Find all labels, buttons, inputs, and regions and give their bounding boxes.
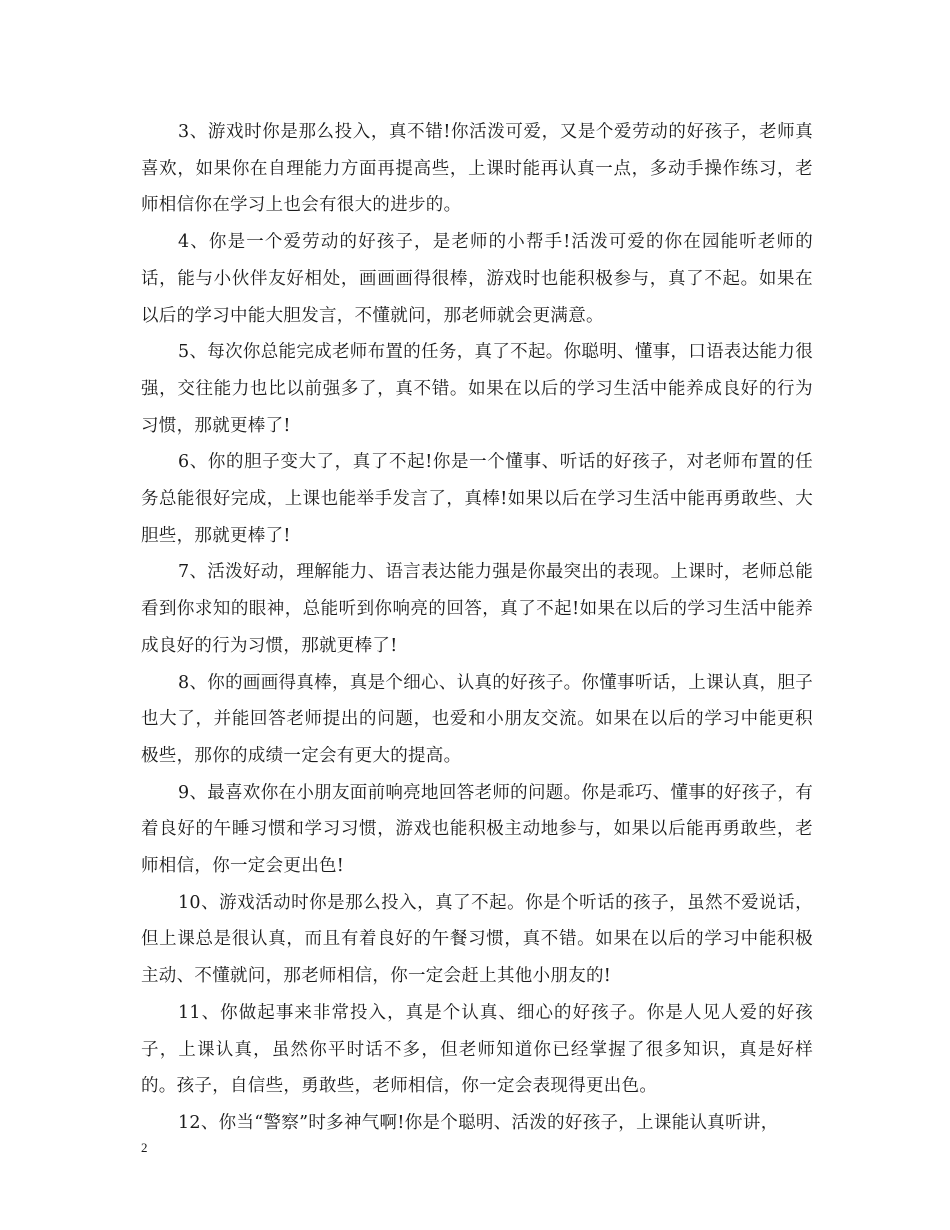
paragraph-11: 11、你做起事来非常投入，真是个认真、细心的好孩子。你是人见人爱的好孩子，上课认真，虽然你平时话不多，但老师知道你已经掌握了很多知识，真是好样的。孩子，自信些，勇敢些，老师相信，你一定会表现得更出色。 xyxy=(141,1002,813,1097)
paragraph-12: 12、你当“警察”时多神气啊!你是个聪明、活泼的好孩子，上课能认真听讲， xyxy=(178,1112,779,1133)
paragraph-9: 9、最喜欢你在小朋友面前响亮地回答老师的问题。你是乖巧、懂事的好孩子，有着良好的午睡习惯和学习习惯，游戏也能积极主动地参与，如果以后能再勇敢些，老师相信，你一定会更出色! xyxy=(141,782,813,877)
document-body xyxy=(141,114,813,1142)
paragraph-3: 3、游戏时你是那么投入，真不错!你活泼可爱，又是个爱劳动的好孩子，老师真喜欢，如果你在自理能力方面再提高些，上课时能再认真一点，多动手操作练习，老师相信你在学习上也会有很大的进步的。 xyxy=(141,122,813,216)
paragraph-5: 5、每次你总能完成老师布置的任务，真了不起。你聪明、懂事，口语表达能力很强，交往能力也比以前强多了，真不错。如果在以后的学习生活中能养成良好的行为习惯，那就更棒了! xyxy=(141,342,813,436)
page-number: 2 xyxy=(141,1140,148,1155)
paragraph-6: 6、你的胆子变大了，真了不起!你是一个懂事、听话的好孩子，对老师布置的任务总能很好完成，上课也能举手发言了，真棒!如果以后在学习生活中能再勇敢些、大胆些，那就更棒了! xyxy=(141,452,813,546)
paragraph-7: 7、活泼好动，理解能力、语言表达能力强是你最突出的表现。上课时，老师总能看到你求知的眼神，总能听到你响亮的回答，真了不起!如果在以后的学习生活中能养成良好的行为习惯，那就更棒了! xyxy=(141,562,813,656)
paragraph-4: 4、你是一个爱劳动的好孩子，是老师的小帮手!活泼可爱的你在园能听老师的话，能与小伙伴友好相处，画画画得很棒，游戏时也能积极参与，真了不起。如果在以后的学习中能大胆发言，不懂就问，那老师就会更满意。 xyxy=(141,232,813,326)
paragraph-8: 8、你的画画得真棒，真是个细心、认真的好孩子。你懂事听话，上课认真，胆子也大了，并能回答老师提出的问题，也爱和小朋友交流。如果在以后的学习中能更积极些，那你的成绩一定会有更大的提高。 xyxy=(141,672,813,766)
paragraph-10: 10、游戏活动时你是那么投入，真了不起。你是个听话的孩子，虽然不爱说话，但上课总是很认真，而且有着良好的午餐习惯，真不错。如果在以后的学习中能积极主动、不懂就问，那老师相信，你一定会赶上其他小朋友的! xyxy=(141,892,813,987)
